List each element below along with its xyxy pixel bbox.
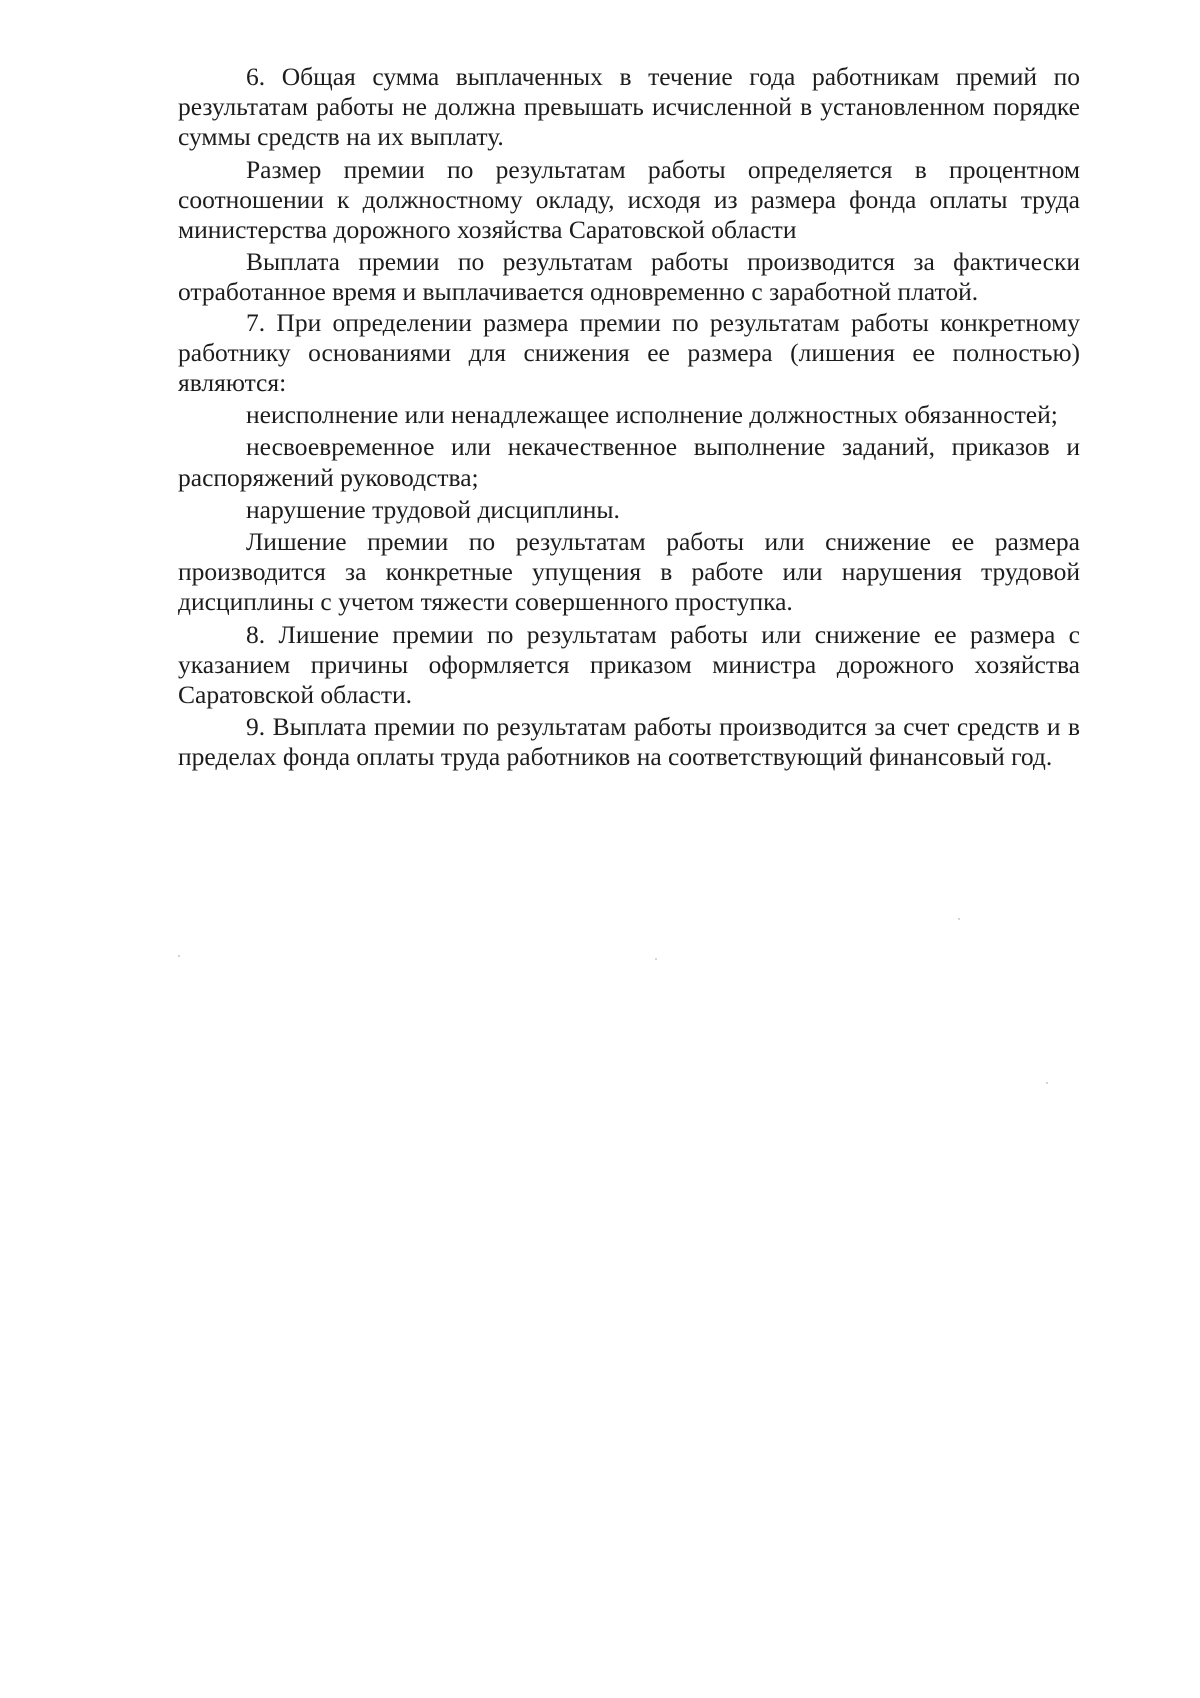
scan-speck — [1046, 1082, 1048, 1084]
list-item-late-tasks: несвоевременное или некачественное выполнение заданий, приказов и распоряжений руководства; — [178, 432, 1080, 492]
paragraph-bonus-size: Размер премии по результатам работы определяется в процентном соотношении к должностному окладу, исходя из размера фонда оплаты труда министерства дорожного хозяйства Саратовской области — [178, 154, 1080, 245]
document-body — [178, 62, 1080, 773]
paragraph-9-funding: 9. Выплата премии по результатам работы производится за счет средств и в пределах фонда оплаты труда работников на соответствующий финансовый год. — [178, 712, 1080, 772]
paragraph-deprivation-basis: Лишение премии по результатам работы или снижение ее размера производится за конкретные упущения в работе или нарушения трудовой дисциплины с учетом тяжести совершенного проступка. — [178, 527, 1080, 617]
scan-speck — [958, 918, 960, 920]
list-item-discipline: нарушение трудовой дисциплины. — [246, 494, 620, 524]
scan-speck — [178, 955, 180, 957]
paragraph-8-order: 8. Лишение премии по результатам работы или снижение ее размера с указанием причины оформляется приказом министра дорожного хозяйства Саратовской области. — [178, 619, 1080, 710]
list-item-nonperformance: неисполнение или ненадлежащее исполнение должностных обязанностей; — [246, 400, 1058, 430]
scan-speck — [655, 958, 657, 960]
paragraph-7-reduction-grounds: 7. При определении размера премии по результатам работы конкретному работнику основаниями для снижения ее размера (лишения ее полностью) являются: — [178, 307, 1080, 398]
paragraph-bonus-payment: Выплата премии по результатам работы производится за фактически отработанное время и выплачивается одновременно с заработной платой. — [178, 247, 1080, 307]
paragraph-6-total-bonus: 6. Общая сумма выплаченных в течение года работникам премий по результатам работы не должна превышать исчисленной в установленном порядке суммы средств на их выплату. — [178, 62, 1080, 152]
